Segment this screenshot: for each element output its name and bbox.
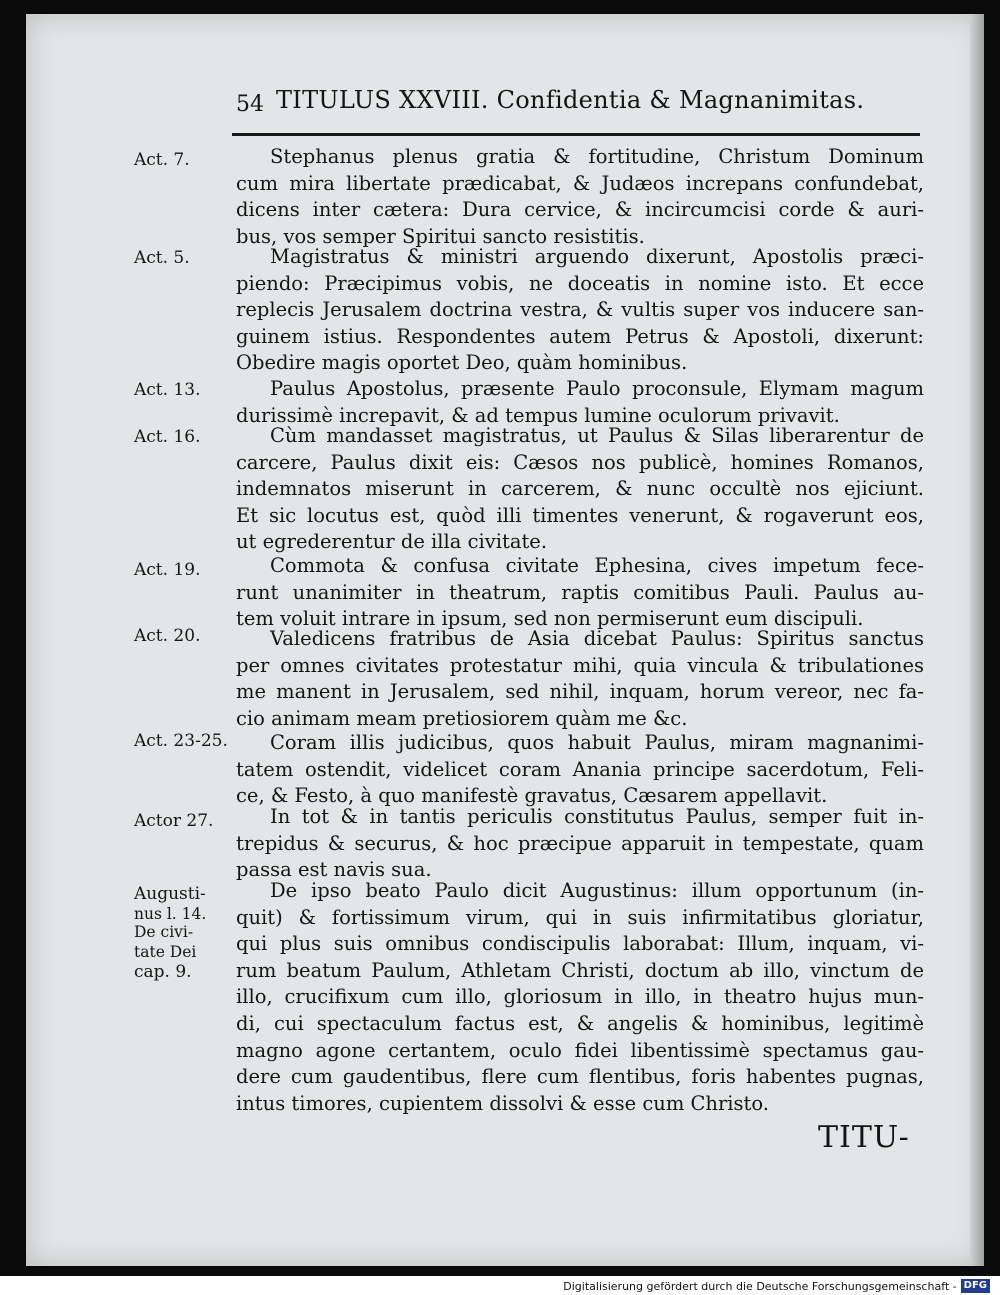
- margin-note: Actor 27.: [134, 811, 214, 831]
- text-line: Commota & confusa civitate Ephesina, cives impetum fece-: [270, 554, 924, 577]
- margin-note: Act. 19.: [134, 560, 201, 580]
- text-line: cio animam meam pretiosiorem quàm me &c.: [236, 706, 688, 730]
- paragraph: [236, 553, 924, 633]
- text-line: ut egrederentur de illa civitate.: [236, 530, 548, 554]
- margin-note: Augusti-: [134, 884, 206, 904]
- text-line: tem voluit intrare in ipsum, sed non permiserunt eum discipuli.: [236, 607, 864, 631]
- margin-note: Act. 13.: [134, 380, 201, 400]
- page-edge: [970, 14, 984, 1266]
- paragraph: [236, 730, 924, 810]
- text-line: di, cui spectaculum factus est, & angelis & hominibus, legitimè: [236, 1011, 924, 1035]
- text-line: bus, vos semper Spiritui sancto resistitis.: [236, 224, 645, 248]
- page-header: [236, 86, 926, 126]
- page-number: 54: [236, 92, 264, 117]
- text-line: Cùm mandasset magistratus, ut Paulus & Silas liberarentur de: [270, 424, 924, 447]
- dfg-logo-icon: DFG: [961, 1279, 990, 1293]
- catchword: TITU-: [818, 1120, 910, 1155]
- margin-note: Act. 20.: [134, 626, 201, 646]
- text-line: In tot & in tantis periculis constitutus Paulus, semper fuit in-: [270, 805, 924, 828]
- text-line: Valedicens fratribus de Asia dicebat Paulus: Spiritus sanctus: [270, 627, 924, 650]
- text-line: Et sic locutus est, quòd illi timentes venerunt, & rogaverunt eos,: [236, 503, 924, 527]
- text-line: trepidus & securus, & hoc præcipue apparuit in tempestate, quam: [236, 831, 924, 855]
- digitization-footer: [563, 1278, 990, 1294]
- paragraph: [236, 804, 924, 884]
- margin-note: Act. 16.: [134, 427, 201, 447]
- text-line: runt unanimiter in theatrum, raptis comitibus Pauli. Paulus au-: [236, 580, 924, 604]
- text-line: tatem ostendit, videlicet coram Anania principe sacerdotum, Feli-: [236, 757, 924, 781]
- text-line: passa est navis sua.: [236, 858, 432, 882]
- margin-note: Act. 7.: [134, 150, 190, 170]
- text-line: Magistratus & ministri arguendo dixerunt, Apostolis præci-: [270, 245, 924, 268]
- text-line: ce, & Festo, à quo manifestè gravatus, Cæsarem appellavit.: [236, 784, 828, 808]
- text-line: replecis Jerusalem doctrina vestra, & vultis super vos inducere san-: [236, 298, 924, 322]
- text-line: magno agone certantem, oculo fidei libentissimè spectamus gau-: [236, 1038, 924, 1062]
- text-line: Stephanus plenus gratia & fortitudine, Christum Dominum: [270, 145, 924, 168]
- text-line: Coram illis judicibus, quos habuit Paulus, miram magnanimi-: [270, 731, 924, 754]
- text-line: rum beatum Paulum, Athletam Christi, doctum ab illo, vinctum de: [236, 958, 924, 982]
- paragraph: [236, 423, 924, 556]
- margin-note: tate Dei: [134, 943, 197, 961]
- text-line: carcere, Paulus dixit eis: Cæsos nos publicè, homines Romanos,: [236, 450, 924, 474]
- paragraph: [236, 144, 924, 250]
- text-line: guinem istius. Respondentes autem Petrus & Apostoli, dixerunt:: [236, 324, 924, 348]
- text-line: De ipso beato Paulo dicit Augustinus: illum opportunum (in-: [270, 879, 924, 902]
- text-line: indemnatos miserunt in carcerem, & nunc occultè nos ejiciunt.: [236, 477, 924, 501]
- text-line: illo, crucifixum cum illo, gloriosum in illo, in theatro hujus mun-: [236, 985, 924, 1009]
- paragraph: [236, 244, 924, 377]
- text-line: intus timores, cupientem dissolvi & esse cum Christo.: [236, 1091, 769, 1115]
- text-line: quit) & fortissimum virum, qui in suis infirmitatibus gloriatur,: [236, 905, 924, 929]
- text-line: dere cum gaudentibus, flere cum flentibus, foris habentes pugnas,: [236, 1065, 924, 1089]
- text-line: dicens inter cætera: Dura cervice, & incircumcisi corde & auri-: [236, 198, 924, 222]
- paragraph: [236, 878, 924, 1117]
- text-line: cum mira libertate prædicabat, & Judæos increpans confundebat,: [236, 171, 924, 195]
- margin-note: Act. 5.: [134, 248, 190, 268]
- margin-note: nus l. 14.: [134, 905, 207, 923]
- paragraph: [236, 626, 924, 732]
- header-rule: [232, 133, 920, 136]
- margin-note: cap. 9.: [134, 962, 192, 982]
- text-line: Obedire magis oportet Deo, quàm hominibus.: [236, 351, 688, 375]
- running-title: TITULUS XXVIII. Confidentia & Magnanimitas.: [276, 86, 865, 114]
- text-line: durissimè increpavit, & ad tempus lumine oculorum privavit.: [236, 403, 840, 427]
- text-line: me manent in Jerusalem, sed nihil, inquam, horum vereor, nec fa-: [236, 680, 924, 704]
- footer-credit: Digitalisierung gefördert durch die Deutsche Forschungsgemeinschaft -: [563, 1279, 957, 1293]
- text-line: per omnes civitates protestatur mihi, quia vincula & tribulationes: [236, 653, 924, 677]
- text-line: Paulus Apostolus, præsente Paulo proconsule, Elymam magum: [270, 377, 924, 400]
- paragraph: [236, 376, 924, 429]
- text-line: qui plus suis omnibus condiscipulis laborabat: Illum, inquam, vi-: [236, 932, 924, 956]
- text-line: piendo: Præcipimus vobis, ne doceatis in nomine isto. Et ecce: [236, 271, 924, 295]
- margin-note: Act. 23-25.: [134, 731, 228, 751]
- margin-note: De civi-: [134, 923, 194, 941]
